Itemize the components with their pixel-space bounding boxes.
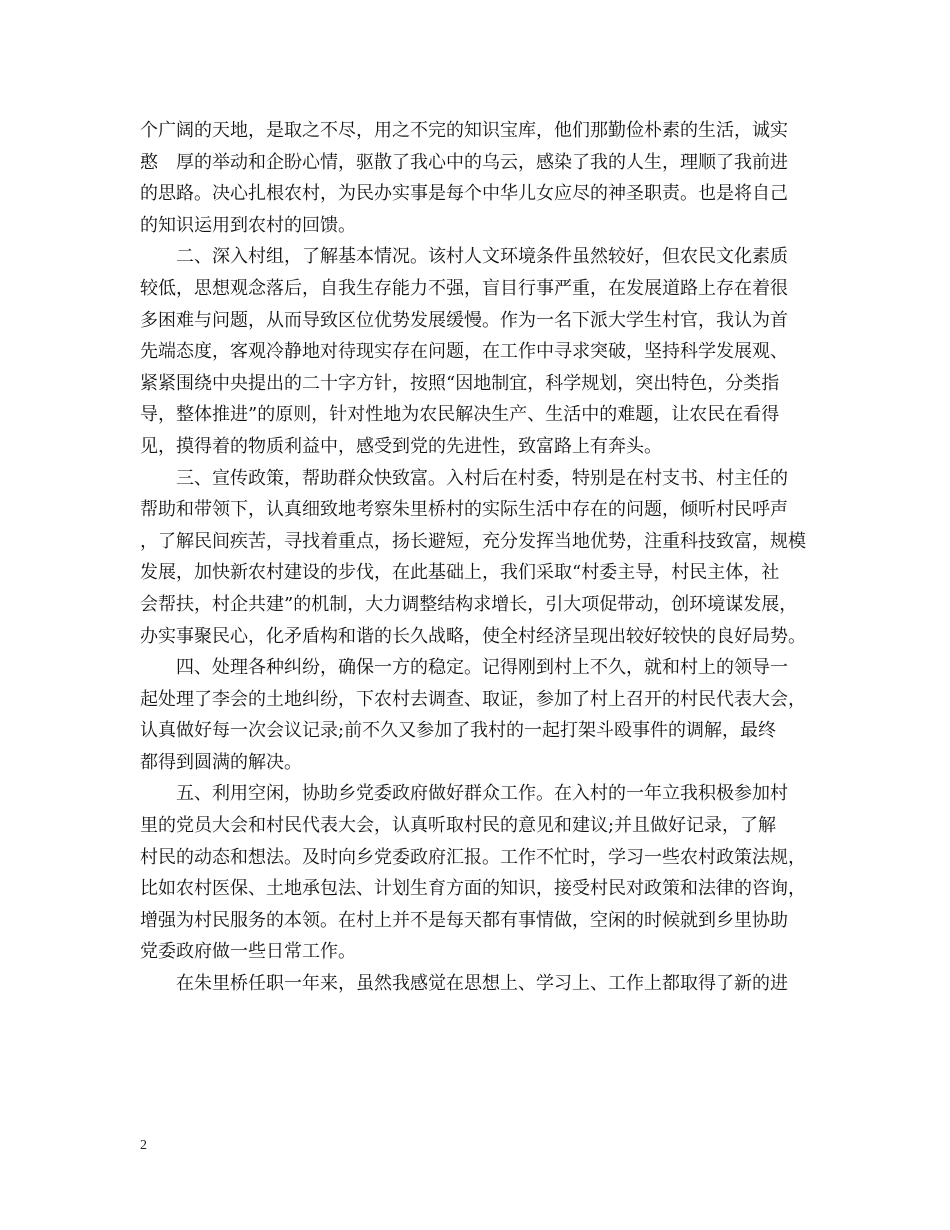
text-line: 憨 厚的举动和企盼心情，驱散了我心中的乌云，感染了我的人生，理顺了我前进 xyxy=(140,151,788,173)
text-line: 都得到圆满的解决。 xyxy=(140,751,302,773)
text-line: 多困难与问题，从而导致区位优势发展缓慢。作为一名下派大学生村官，我认为首 xyxy=(140,309,788,331)
text-line: 导，整体推进”的原则，针对性地为农民解决生产、生活中的难题，让农民在看得 xyxy=(140,404,780,426)
text-line: 个广阔的天地，是取之不尽，用之不完的知识宝库，他们那勤俭朴素的生活，诚实 xyxy=(140,120,788,141)
text-line: 发展，加快新农村建设的步伐，在此基础上，我们采取“村委主导，村民主体，社 xyxy=(140,562,780,584)
text-line: 党委政府做一些日常工作。 xyxy=(140,941,356,963)
text-line: 在朱里桥任职一年来，虽然我感觉在思想上、学习上、工作上都取得了新的进 xyxy=(140,973,788,995)
text-line: 比如农村医保、土地承包法、计划生育方面的知识，接受村民对政策和法律的咨询， xyxy=(140,878,806,900)
text-line: 认真做好每一次会议记录;前不久又参加了我村的一起打架斗殴事件的调解，最终 xyxy=(140,720,777,742)
text-line: 四、处理各种纠纷，确保一方的稳定。记得刚到村上不久，就和村上的领导一 xyxy=(140,657,788,679)
text-line: 二、深入村组，了解基本情况。该村人文环境条件虽然较好，但农民文化素质 xyxy=(140,246,788,268)
text-line: 五、利用空闲，协助乡党委政府做好群众工作。在入村的一年立我积极参加村 xyxy=(140,783,788,805)
text-line: 村民的动态和想法。及时向乡党委政府汇报。工作不忙时，学习一些农村政策法规， xyxy=(140,846,806,868)
text-line: 先端态度，客观冷静地对待现实存在问题，在工作中寻求突破，坚持科学发展观、 xyxy=(140,341,788,363)
text-line: 起处理了李会的土地纠纷，下农村去调查、取证，参加了村上召开的村民代表大会， xyxy=(140,688,806,710)
text-line: 三、宣传政策，帮助群众快致富。入村后在村委，特别是在村支书、村主任的 xyxy=(140,467,788,489)
text-line: 会帮扶，村企共建”的机制，大力调整结构求增长，引大项促带动，创环境谋发展， xyxy=(140,593,798,615)
text-line: 办实事聚民心，化矛盾构和谐的长久战略，使全村经济呈现出较好较快的良好局势。 xyxy=(140,625,806,647)
text-line: 较低，思想观念落后，自我生存能力不强，盲目行事严重，在发展道路上存在着很 xyxy=(140,277,788,299)
text-line: 的思路。决心扎根农村，为民办实事是每个中华儿女应尽的神圣职责。也是将自己 xyxy=(140,183,788,205)
text-line: ，了解民间疾苦，寻找着重点，扬长避短，充分发挥当地优势，注重科技致富，规模 xyxy=(140,530,806,552)
text-line: 帮助和带领下，认真细致地考察朱里桥村的实际生活中存在的问题，倾听村民呼声 xyxy=(140,499,788,521)
text-line: 的知识运用到农村的回馈。 xyxy=(140,214,356,236)
text-line: 里的党员大会和村民代表大会，认真听取村民的意见和建议;并且做好记录，了解 xyxy=(140,815,777,837)
text-line: 增强为村民服务的本领。在村上并不是每天都有事情做，空闲的时候就到乡里协助 xyxy=(140,909,788,931)
text-line: 紧紧围绕中央提出的二十字方针，按照“因地制宜，科学规划，突出特色，分类指 xyxy=(140,372,780,394)
page-number: 2 xyxy=(140,1138,147,1153)
text-line: 见，摸得着的物质利益中，感受到党的先进性，致富路上有奔头。 xyxy=(140,435,662,457)
body-text xyxy=(140,115,820,1000)
